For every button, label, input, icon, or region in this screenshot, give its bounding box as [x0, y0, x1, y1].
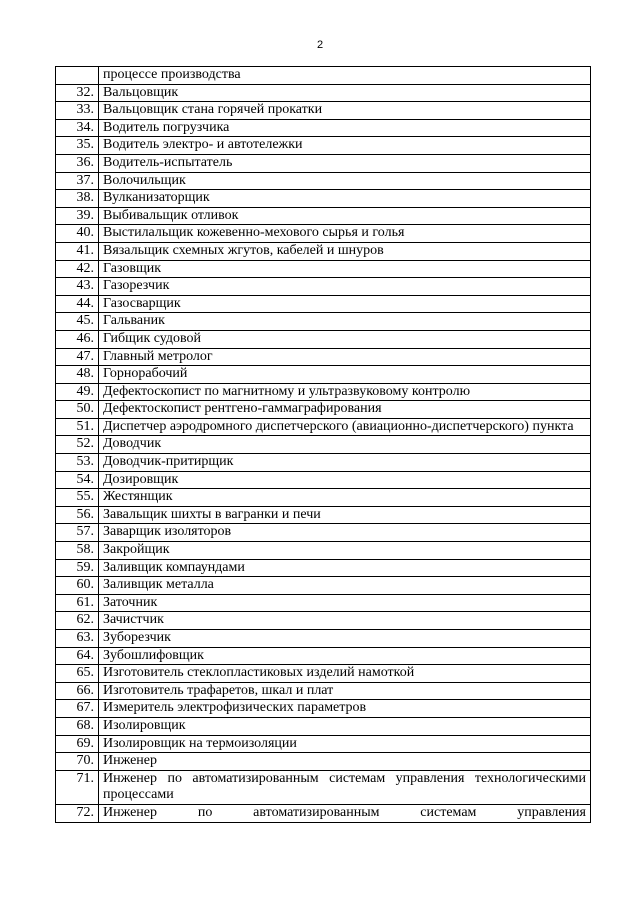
occupation-title: Измеритель электрофизических параметров [99, 700, 591, 718]
table-row [56, 383, 591, 401]
table-row [56, 577, 591, 595]
occupation-title: Вальцовщик стана горячей прокатки [99, 102, 591, 120]
row-number: 50. [56, 401, 99, 419]
row-number: 42. [56, 260, 99, 278]
occupation-title: Главный метролог [99, 348, 591, 366]
row-number: 39. [56, 207, 99, 225]
table-row [56, 278, 591, 296]
row-number: 35. [56, 137, 99, 155]
row-number: 46. [56, 330, 99, 348]
occupation-title: Газосварщик [99, 295, 591, 313]
row-number: 49. [56, 383, 99, 401]
row-number: 34. [56, 119, 99, 137]
row-number: 52. [56, 436, 99, 454]
occupations-table-body [56, 67, 591, 823]
table-row [56, 348, 591, 366]
table-row [56, 700, 591, 718]
occupation-title: Горнорабочий [99, 366, 591, 384]
row-number: 57. [56, 524, 99, 542]
occupation-title: Вязальщик схемных жгутов, кабелей и шнуров [99, 242, 591, 260]
table-row [56, 665, 591, 683]
row-number: 65. [56, 665, 99, 683]
table-row [56, 559, 591, 577]
occupation-title: Гальваник [99, 313, 591, 331]
occupation-title: Волочильщик [99, 172, 591, 190]
table-row [56, 735, 591, 753]
occupation-title: Выбивальщик отливок [99, 207, 591, 225]
table-row [56, 418, 591, 436]
occupation-title: Завальщик шихты в вагранки и печи [99, 506, 591, 524]
row-number: 32. [56, 84, 99, 102]
row-number: 33. [56, 102, 99, 120]
row-number [56, 67, 99, 85]
table-row [56, 330, 591, 348]
row-number: 71. [56, 770, 99, 804]
occupation-title: Изолировщик на термоизоляции [99, 735, 591, 753]
table-row [56, 804, 591, 822]
row-number: 63. [56, 630, 99, 648]
occupation-title: Инженер по автоматизированным системам управления [99, 804, 591, 822]
occupation-title: Гибщик судовой [99, 330, 591, 348]
occupation-title: Зубошлифовщик [99, 647, 591, 665]
occupation-title: Заточник [99, 594, 591, 612]
occupation-title: Газовщик [99, 260, 591, 278]
table-row [56, 401, 591, 419]
table-row [56, 612, 591, 630]
occupation-title: Дефектоскопист рентгено-гаммаграфирования [99, 401, 591, 419]
occupation-title: Зуборезчик [99, 630, 591, 648]
table-row [56, 366, 591, 384]
row-number: 68. [56, 717, 99, 735]
table-row [56, 630, 591, 648]
table-row [56, 682, 591, 700]
table-row [56, 119, 591, 137]
occupation-title: Диспетчер аэродромного диспетчерского (авиационно-диспетчерского) пункта [99, 418, 591, 436]
row-number: 61. [56, 594, 99, 612]
occupation-title: Дефектоскопист по магнитному и ультразвуковому контролю [99, 383, 591, 401]
table-row [56, 436, 591, 454]
table-row [56, 102, 591, 120]
occupations-table [55, 66, 591, 823]
occupation-title: Зачистчик [99, 612, 591, 630]
occupation-title: Газорезчик [99, 278, 591, 296]
row-number: 66. [56, 682, 99, 700]
table-row [56, 524, 591, 542]
table-row [56, 770, 591, 804]
occupation-title: Водитель электро- и автотележки [99, 137, 591, 155]
table-row [56, 506, 591, 524]
row-number: 51. [56, 418, 99, 436]
row-number: 43. [56, 278, 99, 296]
table-row [56, 190, 591, 208]
row-number: 54. [56, 471, 99, 489]
row-number: 40. [56, 225, 99, 243]
table-row [56, 489, 591, 507]
occupation-title: Изолировщик [99, 717, 591, 735]
row-number: 72. [56, 804, 99, 822]
table-row [56, 137, 591, 155]
occupation-title: Доводчик [99, 436, 591, 454]
table-row [56, 313, 591, 331]
occupation-title: Выстилальщик кожевенно-мехового сырья и голья [99, 225, 591, 243]
page-number: 2 [316, 39, 324, 51]
occupation-title: Вулканизаторщик [99, 190, 591, 208]
occupation-title: Заливщик металла [99, 577, 591, 595]
table-row [56, 242, 591, 260]
occupation-title: Водитель погрузчика [99, 119, 591, 137]
occupation-title: Инженер по автоматизированным системам управления технологическими процессами [99, 770, 591, 804]
row-number: 56. [56, 506, 99, 524]
row-number: 41. [56, 242, 99, 260]
table-row [56, 594, 591, 612]
row-number: 48. [56, 366, 99, 384]
table-row [56, 471, 591, 489]
table-row [56, 542, 591, 560]
row-number: 38. [56, 190, 99, 208]
table-row [56, 295, 591, 313]
table-row [56, 647, 591, 665]
row-number: 55. [56, 489, 99, 507]
occupation-title: Жестянщик [99, 489, 591, 507]
occupation-title: Дозировщик [99, 471, 591, 489]
row-number: 45. [56, 313, 99, 331]
row-number: 37. [56, 172, 99, 190]
row-number: 70. [56, 753, 99, 771]
table-row [56, 225, 591, 243]
row-number: 53. [56, 454, 99, 472]
row-number: 59. [56, 559, 99, 577]
occupation-title: Заливщик компаундами [99, 559, 591, 577]
table-row [56, 260, 591, 278]
table-row [56, 172, 591, 190]
occupation-title: Инженер [99, 753, 591, 771]
row-number: 36. [56, 154, 99, 172]
occupation-title: Водитель-испытатель [99, 154, 591, 172]
table-row [56, 454, 591, 472]
table-row [56, 67, 591, 85]
occupation-title: Изготовитель стеклопластиковых изделий намоткой [99, 665, 591, 683]
row-number: 64. [56, 647, 99, 665]
occupation-title: Закройщик [99, 542, 591, 560]
occupation-title: Вальцовщик [99, 84, 591, 102]
occupation-title: Доводчик-притирщик [99, 454, 591, 472]
table-row [56, 84, 591, 102]
row-number: 60. [56, 577, 99, 595]
row-number: 69. [56, 735, 99, 753]
row-number: 58. [56, 542, 99, 560]
table-row [56, 753, 591, 771]
row-number: 62. [56, 612, 99, 630]
table-row [56, 207, 591, 225]
table-row [56, 154, 591, 172]
table-row [56, 717, 591, 735]
occupation-title: Изготовитель трафаретов, шкал и плат [99, 682, 591, 700]
occupation-title: Заварщик изоляторов [99, 524, 591, 542]
row-number: 44. [56, 295, 99, 313]
occupation-title: процессе производства [99, 67, 591, 85]
row-number: 67. [56, 700, 99, 718]
row-number: 47. [56, 348, 99, 366]
